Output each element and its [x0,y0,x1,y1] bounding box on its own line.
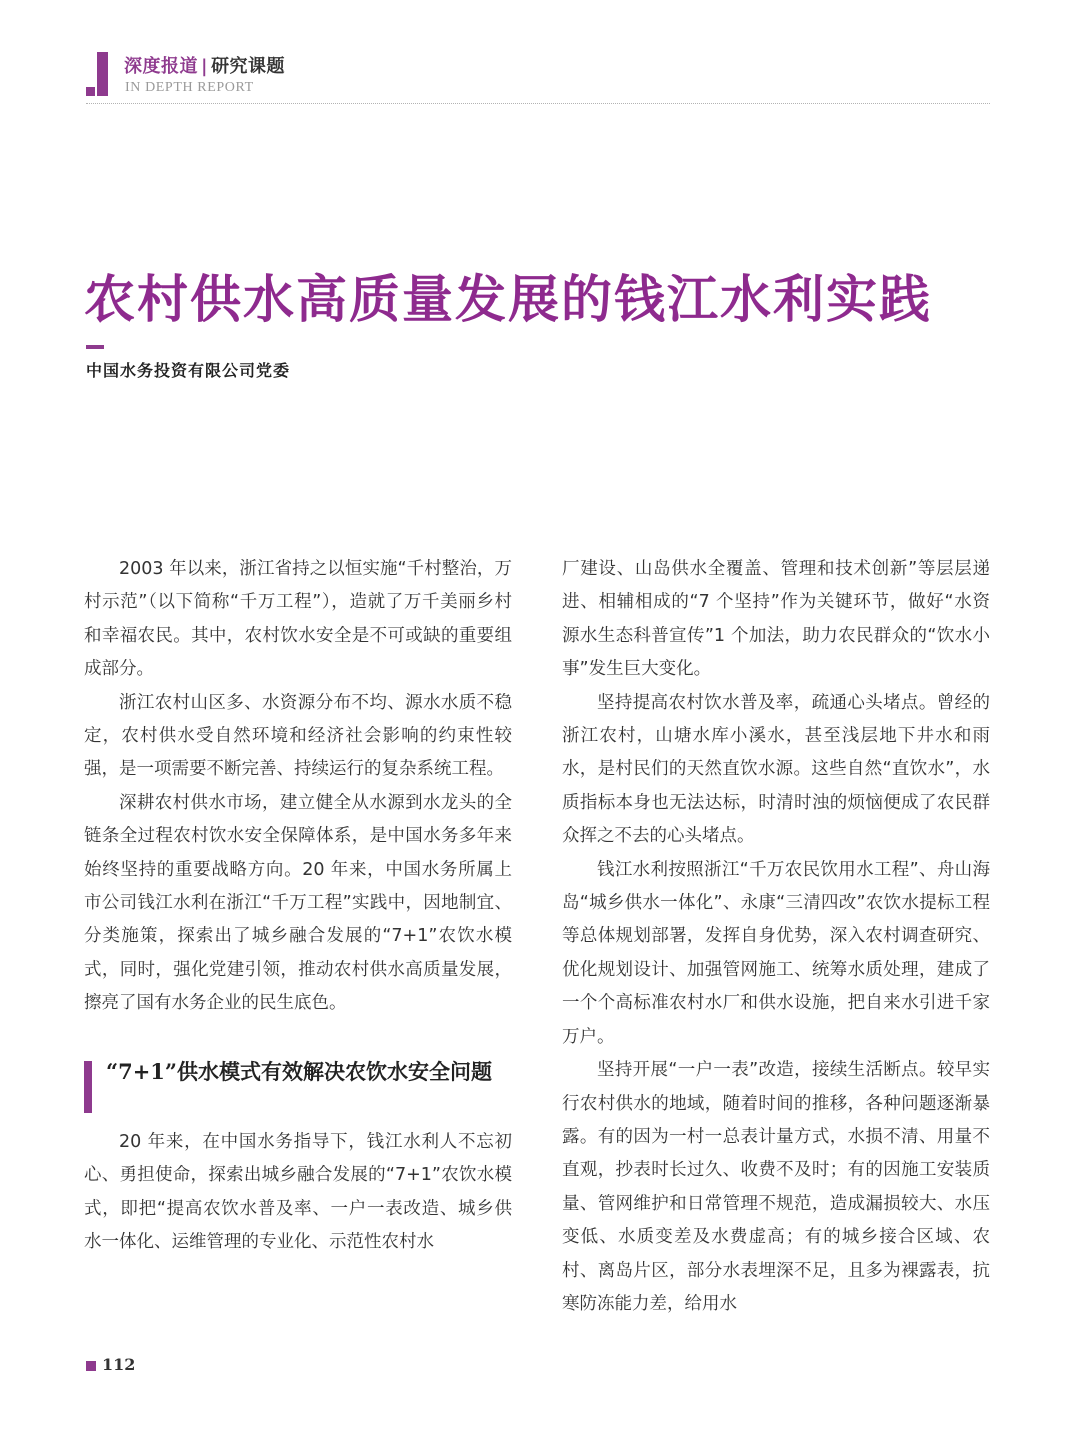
body-paragraph: 坚持开展“一户一表”改造，接续生活断点。较早实行农村供水的地域，随着时间的推移，各种问题逐渐暴露。有的因为一村一总表计量方式，水损不清、用量不直观，抄表时长过久、收费不及时；有的因施工安装质量、管网维护和日常管理不规范，造成漏损较大、水压变低、水质变差及水费虚高；有的城乡接合区域、农村、离岛片区，部分水表埋深不足，且多为裸露表，抗寒防冻能力差，给用水 [562,1060,990,1314]
body-paragraph: 20 年来，在中国水务指导下，钱江水利人不忘初心、勇担使命，探索出城乡融合发展的“7+1”农饮水模式，即把“提高农饮水普及率、一户一表改造、城乡供水一体化、运维管理的专业化、示范性农村水 [84,1131,512,1252]
header-divider [86,103,990,104]
section-label [124,52,285,78]
section-heading-text: “7+1”供水模式有效解决农饮水安全问题 [106,1058,492,1084]
section-heading-bar [84,1061,92,1113]
left-column [84,553,512,1259]
title-accent-bar [86,345,104,349]
body-paragraph: 坚持提高农村饮水普及率，疏通心头堵点。曾经的浙江农村，山塘水库小溪水，甚至浅层地下井水和雨水，是村民们的天然直饮水源。这些自然“直饮水”，水质指标本身也无法达标，时清时浊的烦恼便成了农民群众挥之不去的心头堵点。 [562,692,990,847]
article-title: 农村供水高质量发展的钱江水利实践 [84,271,933,330]
body-paragraph-continued: 厂建设、山岛供水全覆盖、管理和技术创新”等层层递进、相辅相成的“7 个坚持”作为关键环节，做好“水资源水生态科普宣传”1 个加法，助力农民群众的“饮水小事”发生巨大变化。 [562,559,990,680]
page-number-marker [86,1361,96,1371]
body-paragraph: 深耕农村供水市场，建立健全从水源到水龙头的全链条全过程农村饮水安全保障体系，是中国水务多年来始终坚持的重要战略方向。20 年来，中国水务所属上市公司钱江水利在浙江“千万工程”实践中，因地制宜、分类施策，探索出了城乡融合发展的“7+1”农饮水模式，同时，强化党建引领，推动农村供水高质量发展，擦亮了国有水务企业的民生底色。 [84,792,512,1014]
page-number: 112 [102,1355,136,1374]
header-accent-bar [97,52,108,96]
article-author: 中国水务投资有限公司党委 [86,361,291,380]
body-paragraph: 浙江农村山区多、水资源分布不均、源水水质不稳定，农村供水受自然环境和经济社会影响的约束性较强，是一项需要不断完善、持续运行的复杂系统工程。 [84,692,512,780]
body-paragraph: 2003 年以来，浙江省持之以恒实施“千村整治，万村示范”（以下简称“千万工程”），造就了万千美丽乡村和幸福农民。其中，农村饮水安全是不可或缺的重要组成部分。 [84,559,512,680]
section-english-label: IN DEPTH REPORT [125,80,254,95]
right-column [562,553,990,1321]
body-paragraph: 钱江水利按照浙江“千万农民饮用水工程”、舟山海岛“城乡供水一体化”、永康“三清四改”农饮水提标工程等总体规划部署，发挥自身优势，深入农村调查研究、优化规划设计、加强管网施工、统筹水质处理，建成了一个个高标准农村水厂和供水设施，把自来水引进千家万户。 [562,859,990,1047]
header-accent-square [86,87,95,96]
subsection-name: 研究课题 [211,56,286,77]
section-separator: | [201,56,209,77]
section-heading [84,1055,512,1088]
section-name: 深度报道 [124,56,198,77]
